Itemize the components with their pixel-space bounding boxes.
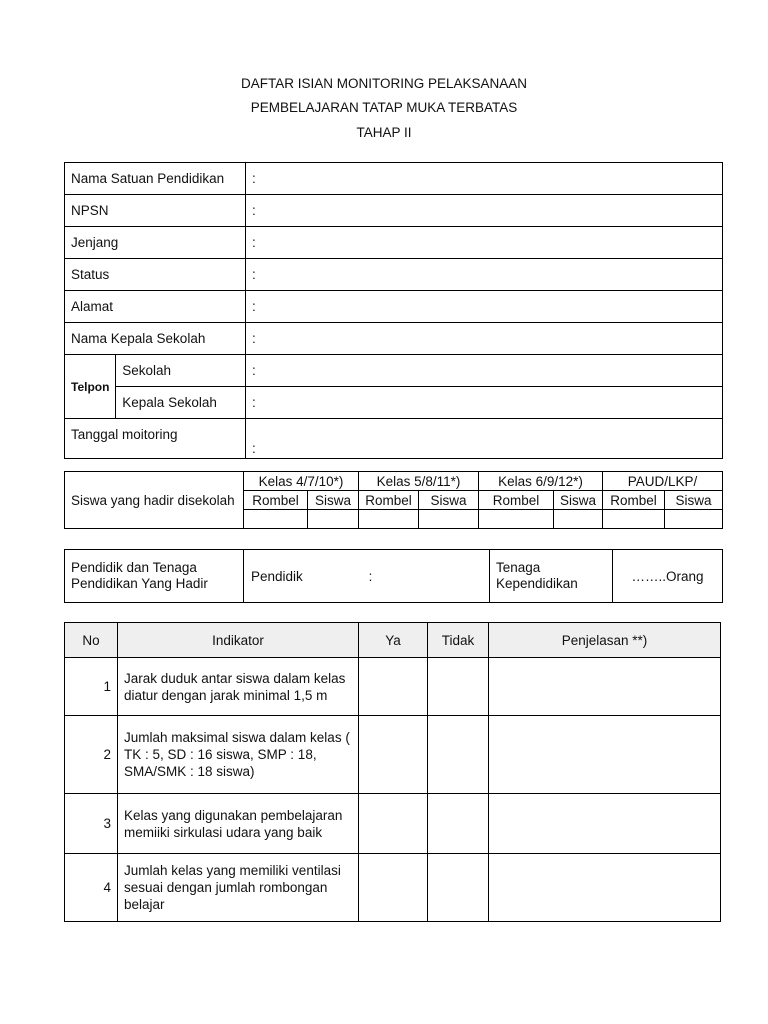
field-status[interactable] bbox=[246, 259, 723, 291]
header-kelas-4-7-10: Kelas 4/7/10*) bbox=[244, 472, 359, 491]
label-pendidik: Pendidik bbox=[251, 568, 303, 584]
header-penjelasan: Penjelasan **) bbox=[489, 623, 721, 658]
label-telpon-kepala: Kepala Sekolah bbox=[116, 387, 246, 419]
colon: : bbox=[252, 267, 256, 282]
indicator-text: Jarak duduk antar siswa dalam kelas diatur dengan jarak minimal 1,5 m bbox=[118, 658, 359, 716]
label-tenaga-kependidikan: Tenaga Kependidikan bbox=[490, 550, 613, 603]
cell-tidak[interactable] bbox=[428, 854, 489, 922]
colon: : bbox=[252, 235, 256, 250]
table-row bbox=[65, 854, 721, 922]
identity-table bbox=[64, 162, 723, 459]
field-kepala-sekolah[interactable] bbox=[246, 323, 723, 355]
label-jenjang: Jenjang bbox=[65, 227, 246, 259]
table-row bbox=[65, 658, 721, 716]
indicator-text: Jumlah maksimal siswa dalam kelas ( TK : 5, SD : 16 siswa, SMP : 18, SMA/SMK : 18 siswa) bbox=[118, 716, 359, 794]
field-telpon-kepala[interactable] bbox=[246, 387, 723, 419]
input-rombel-4-7-10[interactable] bbox=[244, 510, 308, 529]
header-kelas-5-8-11: Kelas 5/8/11*) bbox=[359, 472, 479, 491]
header-paud-lkp: PAUD/LKP/ bbox=[603, 472, 723, 491]
label-telpon-sekolah: Sekolah bbox=[116, 355, 246, 387]
document-title-line-1: DAFTAR ISIAN MONITORING PELAKSANAAN bbox=[240, 76, 528, 91]
cell-penjelasan[interactable] bbox=[489, 658, 721, 716]
field-tenaga-orang[interactable]: ……..Orang bbox=[613, 550, 723, 603]
input-rombel-6-9-12[interactable] bbox=[479, 510, 554, 529]
label-kepala-sekolah: Nama Kepala Sekolah bbox=[65, 323, 246, 355]
label-pendidik-tenaga: Pendidik dan Tenaga Pendidikan Yang Hadir bbox=[65, 550, 244, 603]
cell-ya[interactable] bbox=[359, 794, 428, 854]
indicator-text: Jumlah kelas yang memiliki ventilasi sesuai dengan jumlah rombongan belajar bbox=[118, 854, 359, 922]
cell-tidak[interactable] bbox=[428, 716, 489, 794]
colon: : bbox=[368, 568, 373, 584]
field-alamat[interactable] bbox=[246, 291, 723, 323]
indicator-text: Kelas yang digunakan pembelajaran memiiki sirkulasi udara yang baik bbox=[118, 794, 359, 854]
colon: : bbox=[252, 395, 256, 410]
field-npsn[interactable] bbox=[246, 195, 723, 227]
row-number: 4 bbox=[65, 854, 118, 922]
label-npsn: NPSN bbox=[65, 195, 246, 227]
row-number: 1 bbox=[65, 658, 118, 716]
table-row bbox=[65, 794, 721, 854]
colon: : bbox=[252, 171, 256, 186]
input-siswa-5-8-11[interactable] bbox=[419, 510, 479, 529]
subheader-siswa: Siswa bbox=[554, 491, 603, 510]
subheader-rombel: Rombel bbox=[479, 491, 554, 510]
input-siswa-4-7-10[interactable] bbox=[308, 510, 359, 529]
input-siswa-6-9-12[interactable] bbox=[554, 510, 603, 529]
field-tanggal[interactable] bbox=[246, 419, 723, 459]
cell-ya[interactable] bbox=[359, 658, 428, 716]
cell-penjelasan[interactable] bbox=[489, 794, 721, 854]
cell-ya[interactable] bbox=[359, 716, 428, 794]
colon: : bbox=[252, 299, 256, 314]
cell-ya[interactable] bbox=[359, 854, 428, 922]
field-pendidik[interactable] bbox=[244, 550, 490, 603]
cell-penjelasan[interactable] bbox=[489, 716, 721, 794]
row-number: 2 bbox=[65, 716, 118, 794]
colon: : bbox=[252, 363, 256, 378]
label-siswa-hadir: Siswa yang hadir disekolah bbox=[65, 472, 244, 529]
field-telpon-sekolah[interactable] bbox=[246, 355, 723, 387]
cell-tidak[interactable] bbox=[428, 794, 489, 854]
field-jenjang[interactable] bbox=[246, 227, 723, 259]
attendance-table bbox=[64, 471, 723, 529]
input-siswa-paud[interactable] bbox=[665, 510, 723, 529]
cell-tidak[interactable] bbox=[428, 658, 489, 716]
field-nama-satuan[interactable] bbox=[246, 163, 723, 195]
subheader-siswa: Siswa bbox=[665, 491, 723, 510]
header-ya: Ya bbox=[359, 623, 428, 658]
table-row bbox=[65, 716, 721, 794]
cell-penjelasan[interactable] bbox=[489, 854, 721, 922]
document-title-line-2: PEMBELAJARAN TATAP MUKA TERBATAS bbox=[250, 100, 518, 115]
header-indikator: Indikator bbox=[118, 623, 359, 658]
subheader-siswa: Siswa bbox=[419, 491, 479, 510]
document-title-line-3: TAHAP II bbox=[356, 125, 412, 140]
staff-table bbox=[64, 549, 723, 603]
subheader-rombel: Rombel bbox=[603, 491, 665, 510]
row-number: 3 bbox=[65, 794, 118, 854]
label-alamat: Alamat bbox=[65, 291, 246, 323]
subheader-rombel: Rombel bbox=[359, 491, 419, 510]
colon: : bbox=[252, 331, 256, 346]
label-telpon: Telpon bbox=[65, 355, 116, 419]
indicator-table bbox=[64, 622, 721, 922]
label-nama-satuan: Nama Satuan Pendidikan bbox=[65, 163, 246, 195]
input-rombel-paud[interactable] bbox=[603, 510, 665, 529]
header-no: No bbox=[65, 623, 118, 658]
header-tidak: Tidak bbox=[428, 623, 489, 658]
label-status: Status bbox=[65, 259, 246, 291]
label-tanggal: Tanggal moitoring bbox=[65, 419, 246, 459]
subheader-siswa: Siswa bbox=[308, 491, 359, 510]
header-kelas-6-9-12: Kelas 6/9/12*) bbox=[479, 472, 603, 491]
subheader-rombel: Rombel bbox=[244, 491, 308, 510]
colon: : bbox=[252, 441, 256, 456]
colon: : bbox=[252, 203, 256, 218]
input-rombel-5-8-11[interactable] bbox=[359, 510, 419, 529]
